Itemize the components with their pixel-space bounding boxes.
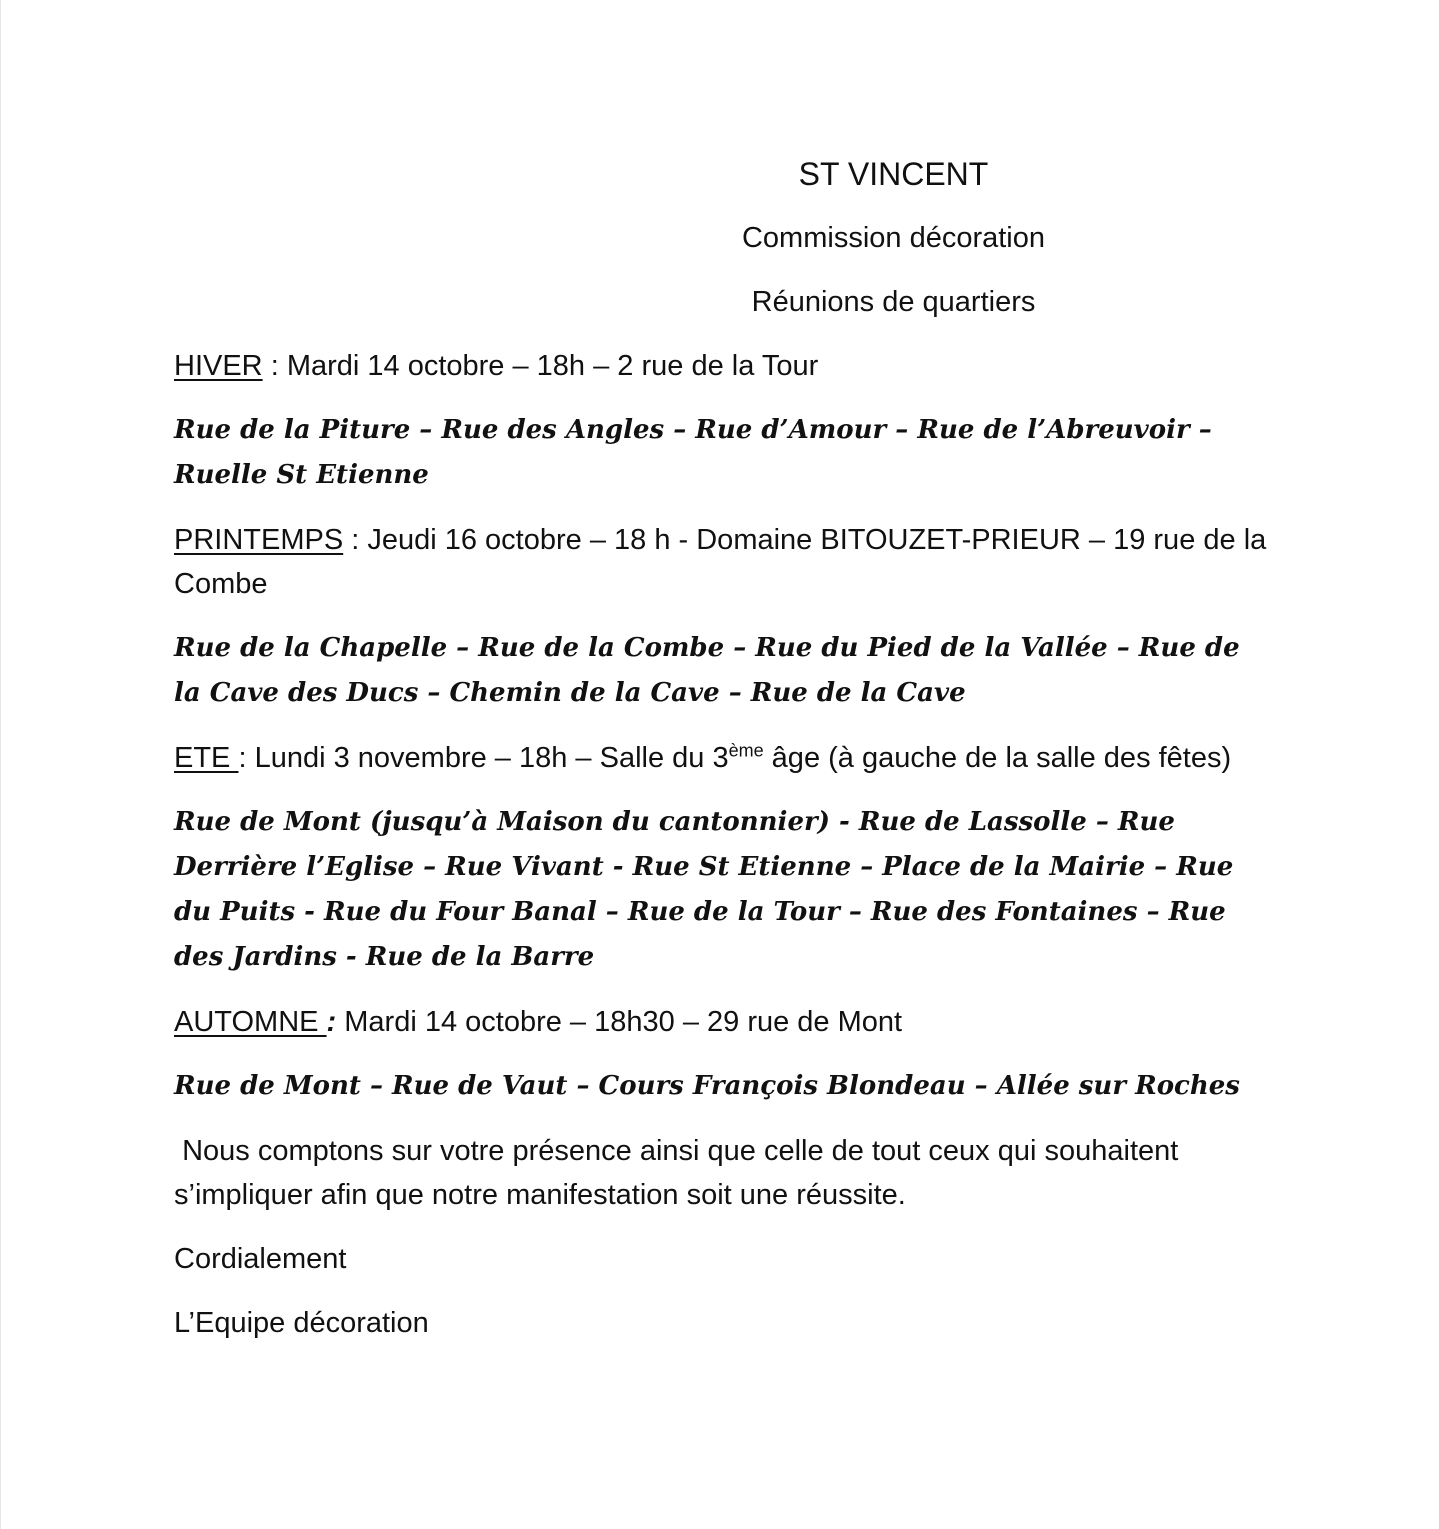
regards: Cordialement (174, 1243, 347, 1275)
document-subtitle-meetings: Réunions de quartiers (751, 286, 1036, 318)
hiver-streets: Rue de la Piture – Rue des Angles – Rue d’Amour – Rue de l’Abreuvoir – Ruelle St Etienne (174, 415, 1212, 490)
ete-streets: Rue de Mont (jusqu’à Maison du cantonnier) - Rue de Lassolle – Rue Derrière l’Eglise – Rue Vivant - Rue St Etienne – Place de la Mairie – Rue du Puits - Rue du Four Banal – Rue de la Tour – Rue des Fontaines – Rue des Jardins - Rue de la Barre (174, 807, 1234, 972)
automne-meeting (174, 1000, 1274, 1044)
printemps-details: Jeudi 16 octobre – 18 h - Domaine BITOUZET-PRIEUR – 19 rue de la Combe (174, 524, 1267, 600)
printemps-streets: Rue de la Chapelle – Rue de la Combe – Rue du Pied de la Vallée – Rue de la Cave des Ducs – Chemin de la Cave – Rue de la Cave (174, 633, 1240, 708)
ete-meeting (174, 736, 1274, 780)
printemps-meeting (174, 518, 1274, 606)
hiver-label: HIVER (174, 350, 263, 382)
automne-details: Mardi 14 octobre – 18h30 – 29 rue de Mont (344, 1006, 903, 1038)
printemps-separator: : (343, 524, 368, 556)
automne-label: AUTOMNE (174, 1006, 327, 1038)
ete-label: ETE (174, 742, 239, 774)
document-title: ST VINCENT (798, 156, 989, 192)
automne-streets: Rue de Mont – Rue de Vaut – Cours François Blondeau – Allée sur Roches (174, 1071, 1240, 1101)
automne-separator: : (326, 1006, 345, 1038)
ete-details-before: Lundi 3 novembre – 18h – Salle du 3 (254, 742, 729, 774)
hiver-details: Mardi 14 octobre – 18h – 2 rue de la Tour (286, 350, 819, 382)
hiver-meeting (174, 344, 1274, 388)
printemps-label: PRINTEMPS (174, 524, 344, 556)
document-subtitle: Commission décoration (741, 222, 1045, 254)
ete-superscript: ème (728, 740, 764, 761)
closing-paragraph: Nous comptons sur votre présence ainsi que celle de tout ceux qui souhaitent s’impliquer afin que notre manifestation soit une réussite. (174, 1135, 1187, 1211)
hiver-separator: : (262, 350, 287, 382)
document-body (174, 152, 1274, 1365)
signature: L’Equipe décoration (174, 1307, 429, 1339)
ete-separator: : (238, 742, 255, 774)
ete-details-after: âge (à gauche de la salle des fêtes) (763, 742, 1232, 774)
